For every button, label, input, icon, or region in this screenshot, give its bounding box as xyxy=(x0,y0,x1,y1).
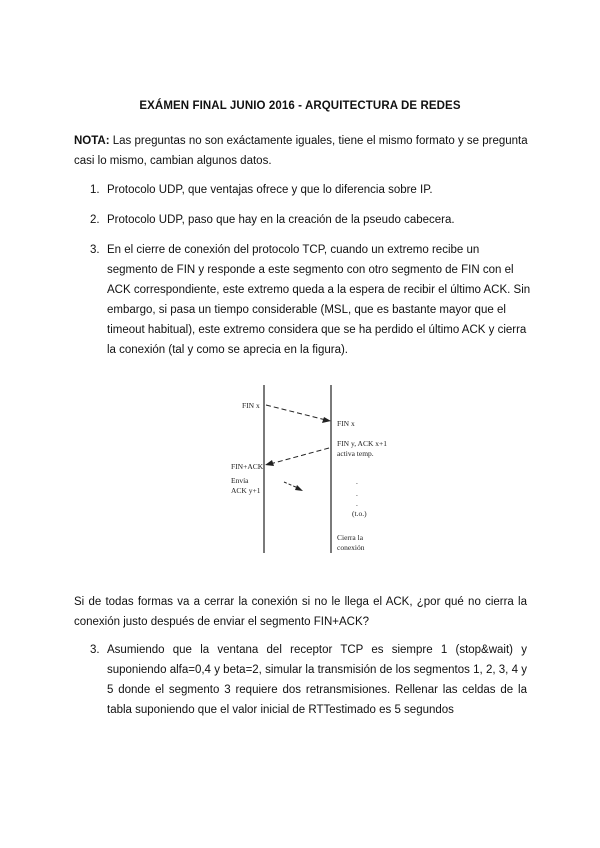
followup-question: Si de todas formas va a cerrar la conexión si no le llega el ACK, ¿por qué no cierra la conexión justo después de enviar el segmento FIN+ACK? xyxy=(74,596,527,628)
fin-x-arrow xyxy=(266,405,326,420)
timeout-dot: . xyxy=(356,499,358,508)
label-envia: Envía xyxy=(231,476,249,485)
question-text: En el cierre de conexión del protocolo TCP, cuando un extremo recibe un segmento de FIN y responde a este segmento con otro segmento de FIN con el ACK correspondiente, este extremo queda a la espera de recibir el último ACK. Sin embargo, si pasa un tiempo considerable (MSL, que es bastante mayor que el timeout habitual), este extremo considera que se ha perdido el último ACK y cierra la conexión (tal y como se aprecia en la figura). xyxy=(107,244,531,356)
question-number: 3. xyxy=(90,644,100,656)
label-ack-y1: ACK y+1 xyxy=(231,486,261,495)
ack-arrowhead xyxy=(295,485,303,491)
label-fin-x-right: FIN x xyxy=(337,419,355,428)
fin-x-arrowhead xyxy=(322,417,331,423)
label-fin-ack: FIN+ACK xyxy=(231,462,264,471)
label-timeout: (t.o.) xyxy=(352,509,367,518)
question-number: 1. xyxy=(90,184,100,196)
label-cierra: Cierra la xyxy=(337,533,364,542)
timeout-dot: . xyxy=(356,489,358,498)
question-text: Protocolo UDP, paso que hay en la creación de la pseudo cabecera. xyxy=(107,214,455,226)
question-number: 2. xyxy=(90,214,100,226)
label-fin-x-left: FIN x xyxy=(242,401,260,410)
label-activa-temp: activa temp. xyxy=(337,449,374,458)
question-text: Protocolo UDP, que ventajas ofrece y que lo diferencia sobre IP. xyxy=(107,184,433,196)
fin-ack-arrowhead xyxy=(265,460,274,466)
fin-ack-arrow xyxy=(270,448,329,464)
question-number: 3. xyxy=(90,244,100,256)
exam-title: EXÁMEN FINAL JUNIO 2016 - ARQUITECTURA DE REDES xyxy=(139,100,461,112)
nota-text: Las preguntas no son exáctamente iguales, tiene el mismo formato y se pregunta casi lo mismo, cambian algunos datos. xyxy=(74,135,528,167)
timeout-dot: . xyxy=(356,477,358,486)
label-fin-y-ack: FIN y, ACK x+1 xyxy=(337,439,387,448)
nota-label: NOTA: xyxy=(74,135,110,147)
ack-arrow xyxy=(284,482,298,488)
label-conexion: conexión xyxy=(337,543,365,552)
question-text: Asumiendo que la ventana del receptor TCP es siempre 1 (stop&wait) y suponiendo alfa=0,4 y beta=2, simular la transmisión de los segmentos 1, 2, 3, 4 y 5 donde el segmento 3 requiere dos retransmisiones. Rellenar las celdas de la tabla suponiendo que el valor inicial de RTTestimado es 5 segundos xyxy=(107,644,527,716)
